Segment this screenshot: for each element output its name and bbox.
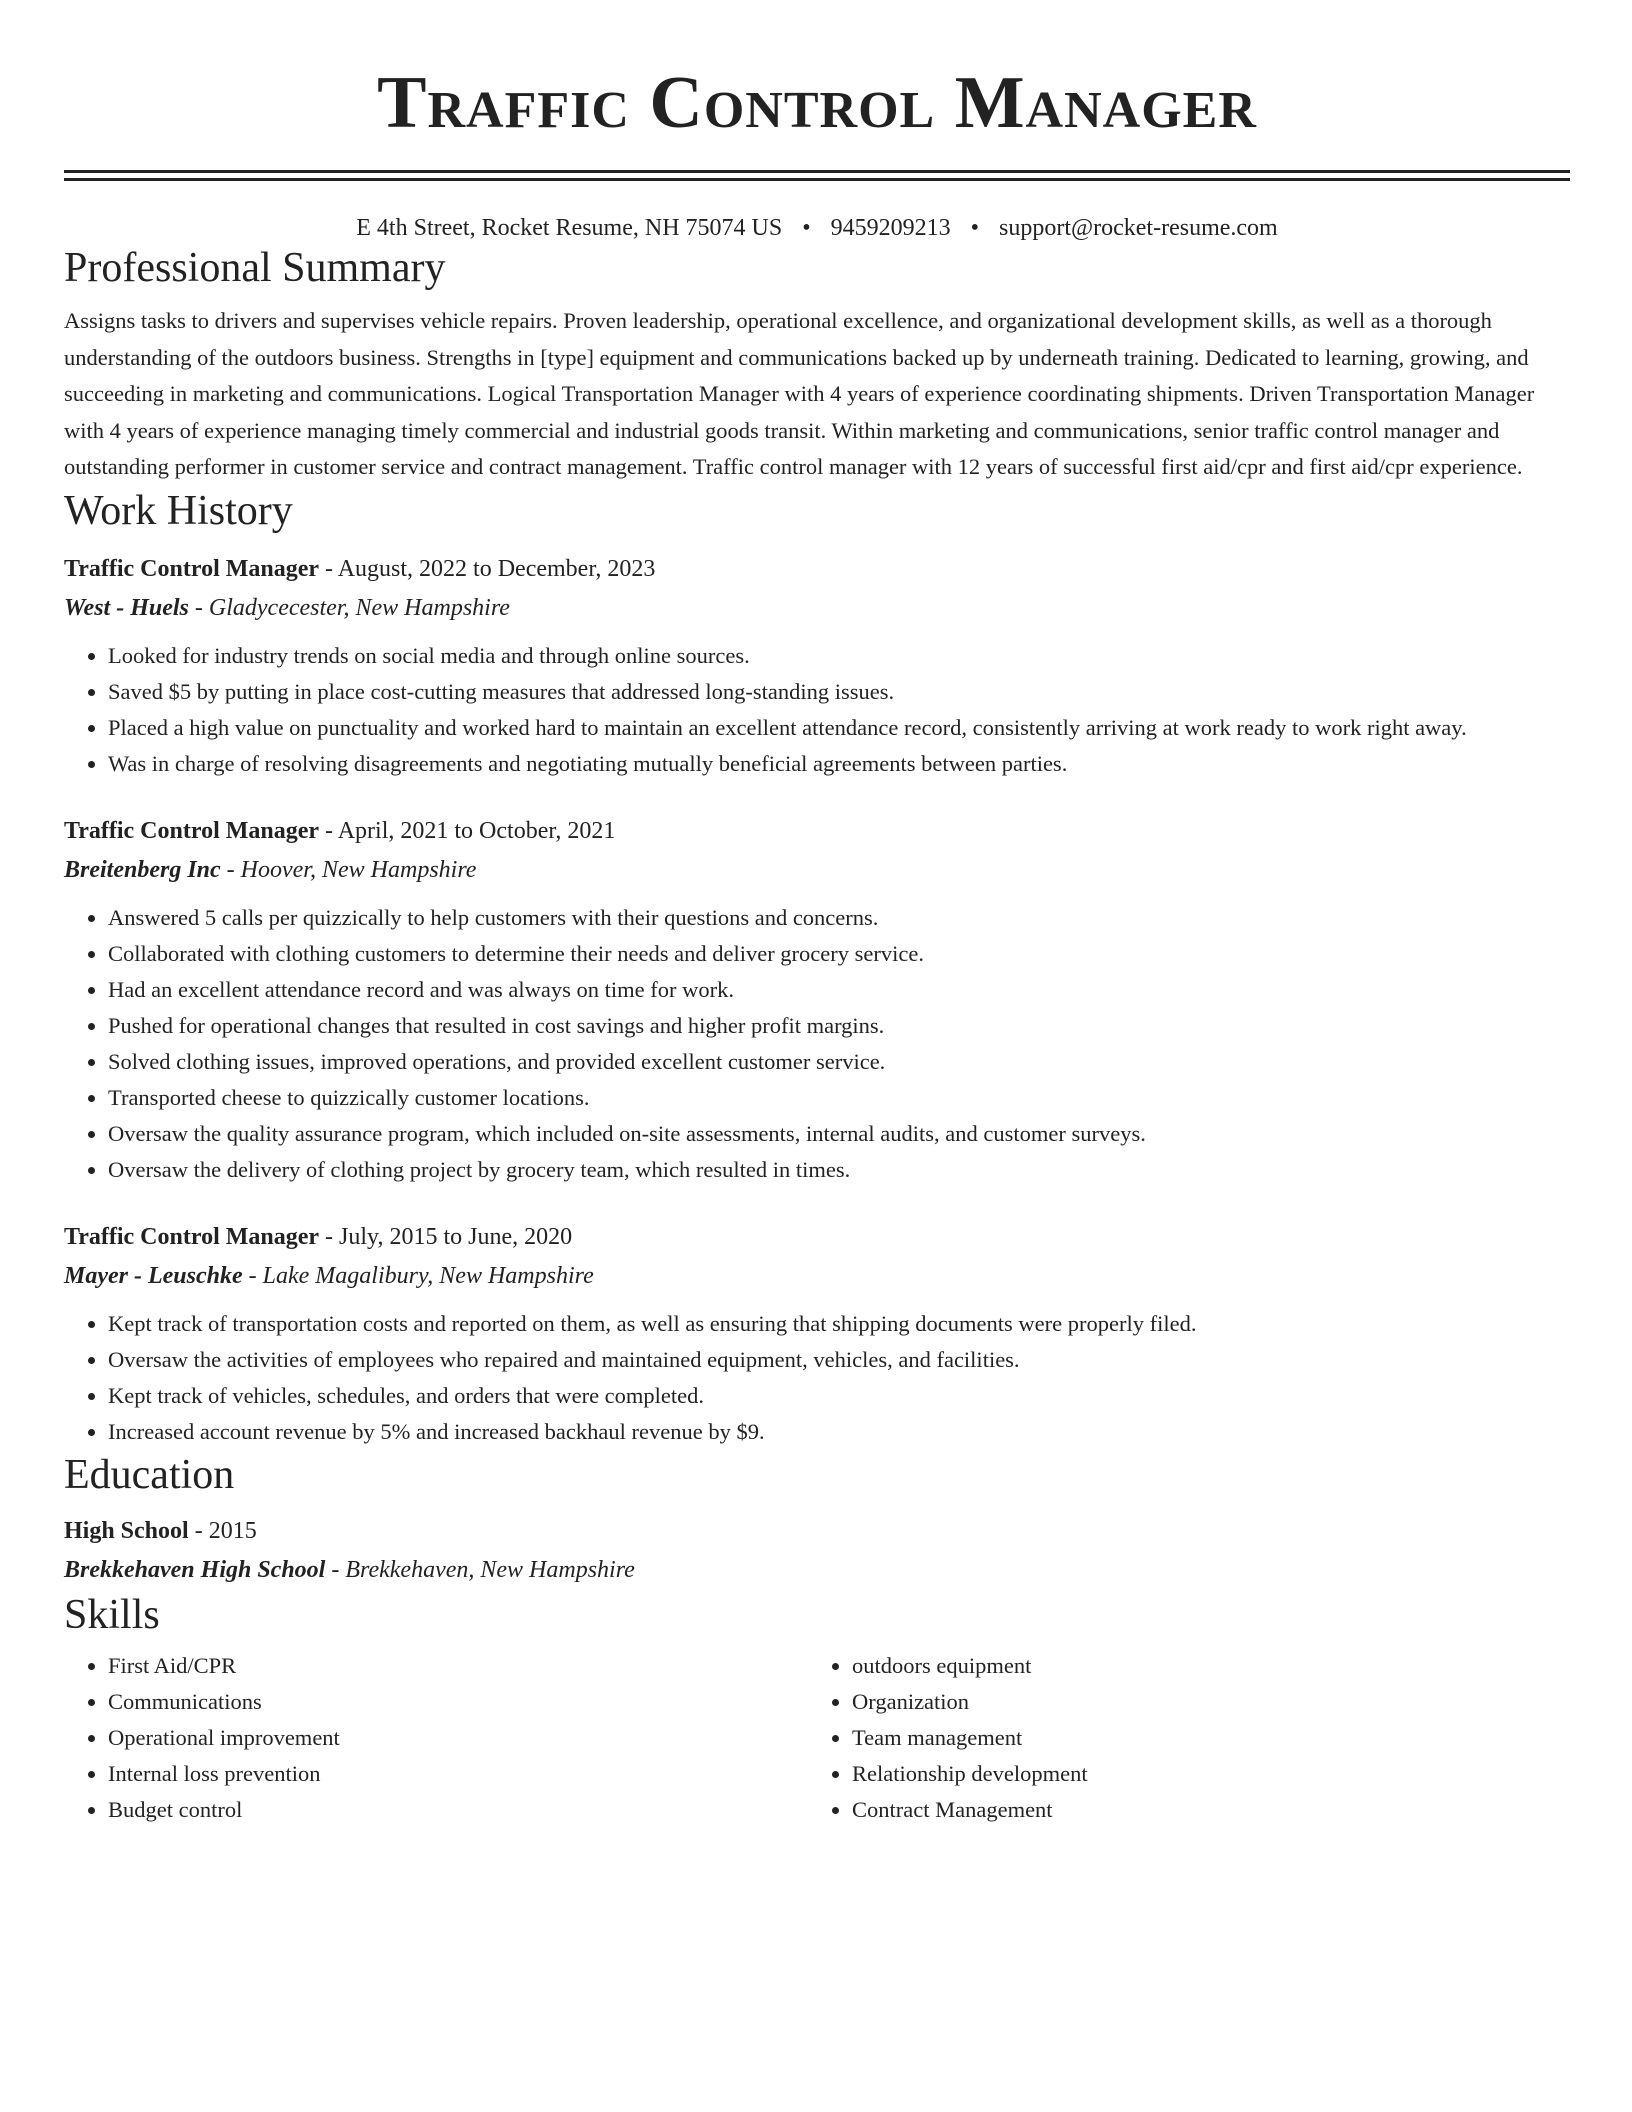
job-company: West - Huels: [64, 594, 189, 621]
job-bullet: • Saved $5 by putting in place cost-cutting measures that addressed long-standing issues.: [108, 674, 1570, 710]
job-bullet: • Looked for industry trends on social media and through online sources.: [108, 638, 1570, 674]
job-entry: [64, 1218, 1570, 1450]
skills-heading: Skills: [64, 1591, 160, 1638]
title-divider: [64, 170, 1570, 181]
job-location: - Gladycecester, New Hampshire: [188, 594, 510, 621]
education-entry: [64, 1512, 1570, 1590]
contact-phone: 9459209213: [830, 215, 951, 241]
skills-column-right: [808, 1648, 1552, 1828]
job-company-line: [64, 588, 1570, 628]
job-bullet: • Transported cheese to quizzically customer locations.: [108, 1080, 1570, 1116]
education-degree-line: [64, 1512, 1570, 1550]
skills-column-left: [64, 1648, 808, 1828]
contact-line: [64, 213, 1570, 243]
job-bullet: • Oversaw the delivery of clothing project by grocery team, which resulted in times.: [108, 1152, 1570, 1188]
job-bullet: • Kept track of vehicles, schedules, and orders that were completed.: [108, 1378, 1570, 1414]
job-company-line: [64, 1256, 1570, 1296]
skill-item: • outdoors equipment: [852, 1648, 1552, 1684]
job-bullets: [64, 638, 1570, 782]
contact-address: E 4th Street, Rocket Resume, NH 75074 US: [356, 215, 783, 241]
summary-heading: Professional Summary: [64, 245, 446, 291]
job-bullets: [64, 1306, 1570, 1450]
skill-item: • Internal loss prevention: [108, 1756, 808, 1792]
job-bullet: • Solved clothing issues, improved operations, and provided excellent customer service.: [108, 1044, 1570, 1080]
education-heading: Education: [64, 1451, 235, 1498]
skill-item: • Organization: [852, 1684, 1552, 1720]
job-title-line: [64, 812, 1570, 850]
job-title-line: [64, 550, 1570, 588]
job-dates: - August, 2022 to December, 2023: [319, 555, 656, 582]
job-bullets: [64, 900, 1570, 1188]
job-bullet: • Answered 5 calls per quizzically to help customers with their questions and concerns.: [108, 900, 1570, 936]
job-company: Mayer - Leuschke: [64, 1262, 243, 1289]
contact-separator: •: [802, 215, 811, 241]
job-dates: - July, 2015 to June, 2020: [319, 1223, 573, 1250]
job-bullet: • Kept track of transportation costs and reported on them, as well as ensuring that shipping documents were properly filed.: [108, 1306, 1570, 1342]
job-location: - Hoover, New Hampshire: [220, 856, 477, 883]
job-bullet: • Collaborated with clothing customers to determine their needs and deliver grocery service.: [108, 936, 1570, 972]
skill-item: • Contract Management: [852, 1792, 1552, 1828]
education-degree: High School: [64, 1517, 189, 1544]
job-title-line: [64, 1218, 1570, 1256]
job-role: Traffic Control Manager: [64, 817, 320, 844]
education-school: Brekkehaven High School: [64, 1556, 326, 1583]
job-company-line: [64, 850, 1570, 890]
education-school-line: [64, 1550, 1570, 1590]
job-bullet: • Oversaw the activities of employees who repaired and maintained equipment, vehicles, and facilities.: [108, 1342, 1570, 1378]
skills-list: [64, 1648, 1570, 1828]
job-bullet: • Pushed for operational changes that resulted in cost savings and higher profit margins.: [108, 1008, 1570, 1044]
skill-item: • Team management: [852, 1720, 1552, 1756]
job-entry: [64, 550, 1570, 782]
job-bullet: • Oversaw the quality assurance program, which included on-site assessments, internal audits, and customer surveys.: [108, 1116, 1570, 1152]
job-company: Breitenberg Inc: [64, 856, 221, 883]
work-history-heading: Work History: [64, 487, 293, 534]
education-location: - Brekkehaven, New Hampshire: [325, 1556, 635, 1583]
education-year: - 2015: [188, 1517, 257, 1544]
job-entry: [64, 812, 1570, 1188]
job-dates: - April, 2021 to October, 2021: [319, 817, 616, 844]
contact-separator: •: [970, 215, 980, 241]
contact-email: support@rocket-resume.com: [999, 215, 1278, 241]
skill-item: • First Aid/CPR: [108, 1648, 808, 1684]
job-role: Traffic Control Manager: [64, 555, 320, 582]
skill-item: • Operational improvement: [108, 1720, 808, 1756]
summary-text: Assigns tasks to drivers and supervises vehicle repairs. Proven leadership, operational excellence, and organizational development skills, as well as a thorough understanding of the outdoors business. Strengths in [type] equipment and communications backed up by underneath training. Dedicated to learning, growing, and succeeding in marketing and communications. Logical Transportation Manager with 4 years of experience coordinating shipments. Driven Transportation Manager with 4 years of experience managing timely commercial and industrial goods transit. Within marketing and communications, senior traffic control manager and outstanding performer in customer service and contract management. Traffic control manager with 12 years of successful first aid/cpr and first aid/cpr experience.: [64, 308, 1535, 479]
page-title: Traffic Control Manager: [377, 62, 1257, 144]
job-bullet: • Had an excellent attendance record and was always on time for work.: [108, 972, 1570, 1008]
resume-page: [64, 0, 1570, 1828]
job-bullet: • Placed a high value on punctuality and worked hard to maintain an excellent attendance record, consistently arriving at work ready to work right away.: [108, 710, 1570, 746]
job-location: - Lake Magalibury, New Hampshire: [242, 1262, 594, 1289]
skill-item: • Communications: [108, 1684, 808, 1720]
skill-item: • Budget control: [108, 1792, 808, 1828]
job-bullet: • Was in charge of resolving disagreements and negotiating mutually beneficial agreements between parties.: [108, 746, 1570, 782]
job-role: Traffic Control Manager: [64, 1223, 320, 1250]
job-bullet: • Increased account revenue by 5% and increased backhaul revenue by $9.: [108, 1414, 1570, 1450]
skill-item: • Relationship development: [852, 1756, 1552, 1792]
